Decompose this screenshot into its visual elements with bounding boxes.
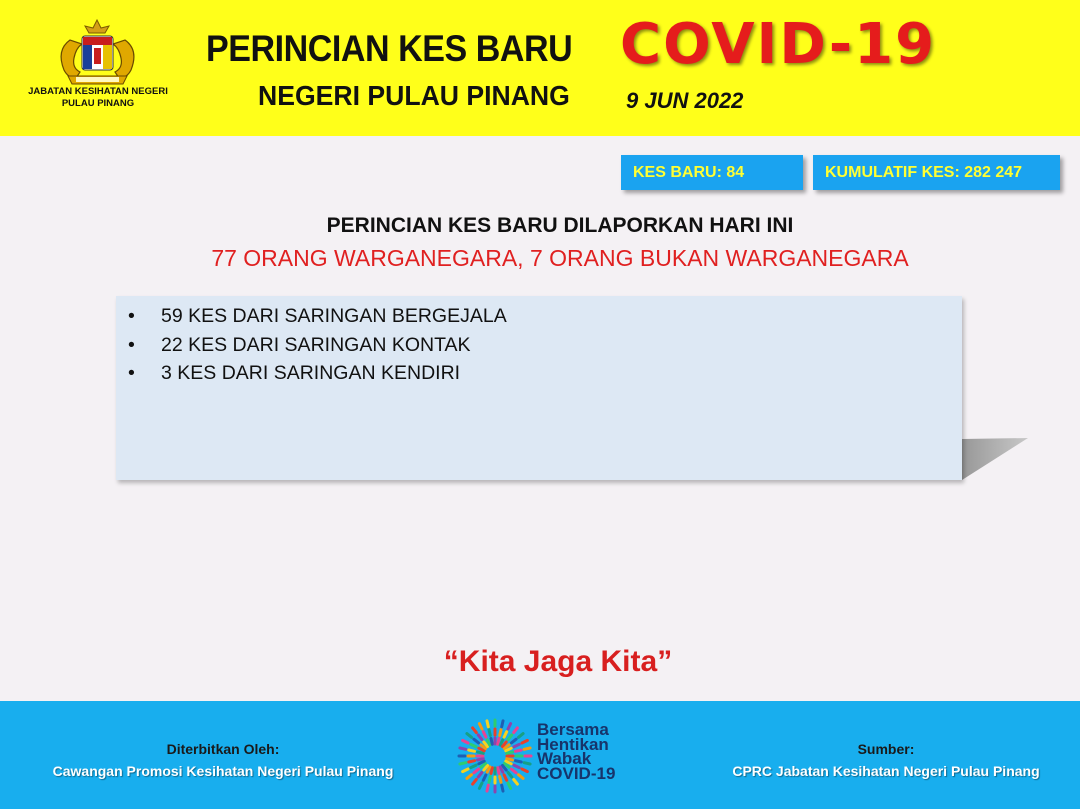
bullet-icon: • (128, 362, 135, 384)
list-item-text: 3 KES DARI SARINGAN KENDIRI (161, 362, 461, 384)
case-details-box (116, 296, 962, 480)
source-label: Sumber: (857, 741, 915, 757)
list-item (126, 359, 962, 388)
campaign-logo-text (537, 720, 647, 783)
bullet-icon: • (128, 333, 135, 356)
campaign-logo-icon (456, 717, 534, 795)
campaign-line: Wabak (537, 749, 592, 768)
bullet-icon: • (128, 305, 135, 327)
campaign-line: COVID-19 (537, 763, 616, 783)
case-details-list (116, 296, 962, 388)
state-title: NEGERI PULAU PINANG (258, 80, 570, 111)
campaign-line: Bersama (537, 720, 609, 739)
source-text: CPRC Jabatan Kesihatan Negeri Pulau Pinang (732, 763, 1040, 779)
agency-name (8, 86, 188, 110)
report-date: 9 JUN 2022 (626, 88, 744, 113)
header-banner (0, 0, 1080, 136)
campaign-line: Hentikan (537, 734, 609, 754)
list-item (126, 302, 962, 331)
list-item-text: 59 KES DARI SARINGAN BERGEJALA (161, 305, 507, 327)
page-title: PERINCIAN KES BARU (206, 28, 573, 69)
new-cases-badge: KES BARU: 84 (621, 155, 803, 190)
agency-name-line2: PULAU PINANG (61, 98, 135, 109)
footer-banner (0, 701, 1080, 809)
list-item (126, 331, 962, 360)
covid-title: COVID-19 (620, 12, 937, 77)
section-heading: PERINCIAN KES BARU DILAPORKAN HARI INI (326, 214, 794, 237)
slogan: “Kita Jaga Kita” (443, 645, 673, 678)
cumulative-cases-badge: KUMULATIF KES: 282 247 (813, 155, 1060, 190)
published-by: Cawangan Promosi Kesihatan Negeri Pulau Pinang (52, 763, 394, 779)
published-label: Diterbitkan Oleh: (166, 741, 280, 757)
coat-of-arms-icon (50, 18, 145, 86)
list-item-text: 22 KES DARI SARINGAN KONTAK (161, 333, 471, 356)
agency-name-line1: JABATAN KESIHATAN NEGERI (28, 86, 168, 97)
citizenship-breakdown: 77 ORANG WARGANEGARA, 7 ORANG BUKAN WARGANEGARA (211, 245, 909, 271)
